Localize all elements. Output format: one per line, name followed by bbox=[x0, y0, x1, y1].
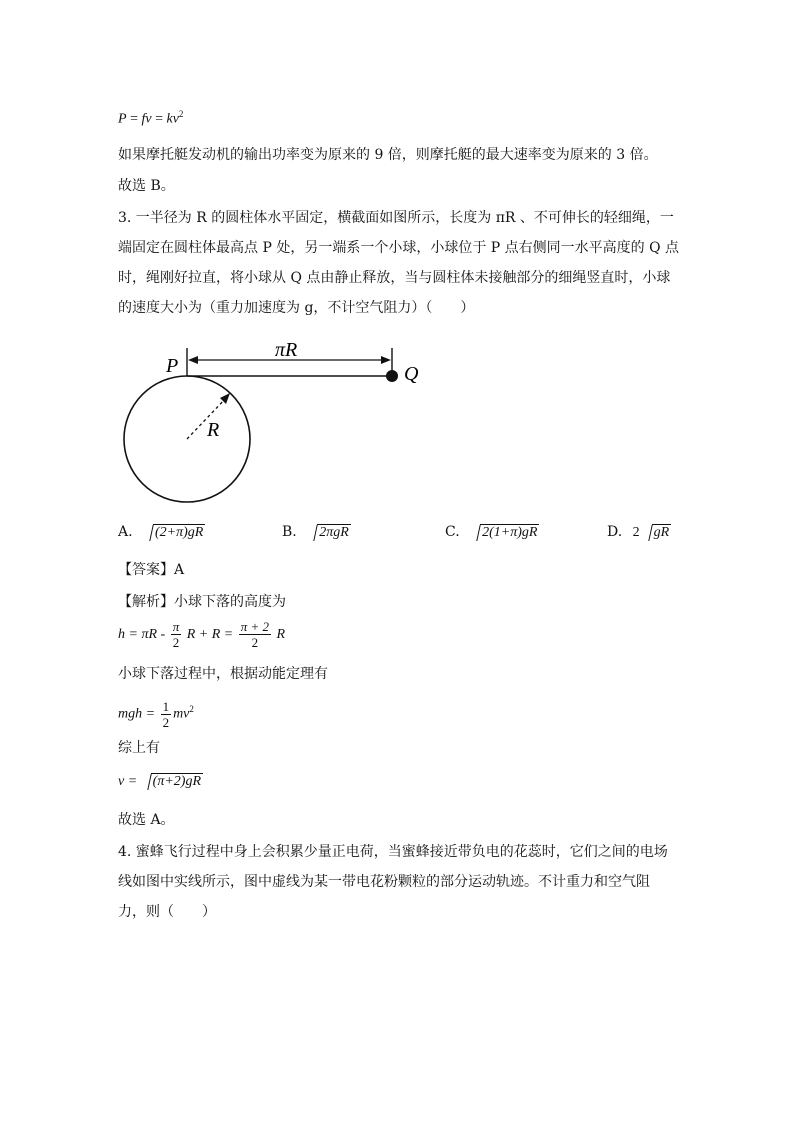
formula-part: = bbox=[126, 111, 142, 127]
question3-line1: 3. 一半径为 R 的圆柱体水平固定，横截面如图所示，长度为 πR 、不可伸长的轻细绳，一 bbox=[118, 210, 674, 226]
question3-line4: 的速度大小为（重力加速度为 g，不计空气阻力）（ ） bbox=[118, 300, 475, 316]
analysis-intro-line bbox=[118, 592, 286, 612]
arrowhead-right bbox=[381, 356, 391, 364]
formula-part: mv bbox=[173, 706, 190, 722]
label-radius: R bbox=[207, 419, 220, 441]
fraction bbox=[171, 619, 182, 650]
sqrt-expression bbox=[307, 523, 351, 543]
formula-exponent: 2 bbox=[178, 109, 184, 119]
radicand: 2(1+π)gR bbox=[482, 525, 538, 540]
sqrt-expression bbox=[141, 772, 203, 792]
question4-line3: 力，则（ ） bbox=[118, 904, 216, 920]
denominator: 2 bbox=[251, 635, 259, 651]
numerator: π + 2 bbox=[240, 619, 269, 635]
height-formula bbox=[118, 618, 285, 652]
label-p: P bbox=[166, 355, 179, 377]
formula-part: v = bbox=[118, 774, 141, 789]
arrowhead-left bbox=[188, 356, 198, 364]
denominator: 2 bbox=[162, 714, 170, 730]
radicand: 2πgR bbox=[319, 525, 349, 540]
formula-part: R bbox=[276, 627, 286, 642]
radicand: (π+2)gR bbox=[152, 774, 202, 789]
conclusion-q2: 故选 B。 bbox=[118, 178, 175, 194]
power-formula bbox=[118, 104, 183, 130]
velocity-formula bbox=[118, 772, 203, 792]
analysis-intro: 小球下落的高度为 bbox=[174, 594, 286, 610]
radicand: gR bbox=[653, 525, 670, 540]
choice-a[interactable] bbox=[118, 522, 205, 543]
energy-formula bbox=[118, 692, 194, 732]
choice-letter: A. bbox=[118, 524, 133, 540]
label-q: Q bbox=[404, 363, 419, 385]
answer-value: A bbox=[174, 562, 185, 578]
numerator: π bbox=[172, 619, 180, 635]
fraction bbox=[161, 699, 172, 730]
question3-line3: 时，绳刚好拉直，将小球从 Q 点由静止释放，当与圆柱体未接触部分的细绳竖直时，小球 bbox=[118, 270, 671, 286]
analysis-text2: 小球下落过程中，根据动能定理有 bbox=[118, 666, 328, 682]
paragraph-power-result: 如果摩托艇发动机的输出功率变为原来的 9 倍，则摩托艇的最大速率变为原来的 3 倍。 bbox=[118, 147, 658, 163]
choice-c[interactable] bbox=[445, 522, 539, 543]
conclusion-q3: 故选 A。 bbox=[118, 812, 175, 828]
choice-letter: B. bbox=[282, 524, 297, 540]
formula-part: kv bbox=[166, 111, 179, 127]
numerator: 1 bbox=[162, 698, 170, 714]
formula-part: fv bbox=[141, 111, 152, 127]
formula-part: P bbox=[118, 111, 127, 127]
formula-part: h = πR - bbox=[118, 627, 169, 642]
analysis-text3: 综上有 bbox=[118, 740, 160, 756]
question4-line1: 4. 蜜蜂飞行过程中身上会积累少量正电荷，当蜜蜂接近带负电的花蕊时，它们之间的电场 bbox=[118, 844, 668, 860]
sqrt-expression bbox=[642, 523, 672, 543]
formula-exponent: 2 bbox=[189, 704, 194, 714]
sqrt-expression bbox=[143, 523, 205, 543]
denominator: 2 bbox=[172, 635, 180, 651]
analysis-label: 【解析】 bbox=[118, 594, 174, 610]
choice-letter: D. bbox=[607, 524, 623, 540]
coefficient: 2 bbox=[632, 525, 640, 540]
formula-part: mgh = bbox=[118, 706, 159, 722]
choice-letter: C. bbox=[445, 524, 460, 540]
fraction bbox=[239, 619, 271, 650]
formula-part: = bbox=[151, 111, 167, 127]
label-length: πR bbox=[275, 340, 298, 361]
cylinder-figure bbox=[110, 340, 440, 510]
ball bbox=[386, 370, 398, 382]
answer-label: 【答案】 bbox=[118, 562, 174, 578]
formula-part: R + R = bbox=[186, 627, 237, 642]
question4-line2: 线如图中实线所示，图中虚线为某一带电花粉颗粒的部分运动轨迹。不计重力和空气阻 bbox=[118, 874, 650, 890]
sqrt-expression bbox=[470, 523, 539, 543]
answer-line bbox=[118, 560, 184, 580]
choice-b[interactable] bbox=[282, 522, 351, 543]
choice-d[interactable] bbox=[607, 522, 671, 543]
question3-line2: 端固定在圆柱体最高点 P 处，另一端系一个小球，小球位于 P 点右侧同一水平高度的 Q 点 bbox=[118, 240, 680, 256]
radicand: (2+π)gR bbox=[155, 525, 204, 540]
